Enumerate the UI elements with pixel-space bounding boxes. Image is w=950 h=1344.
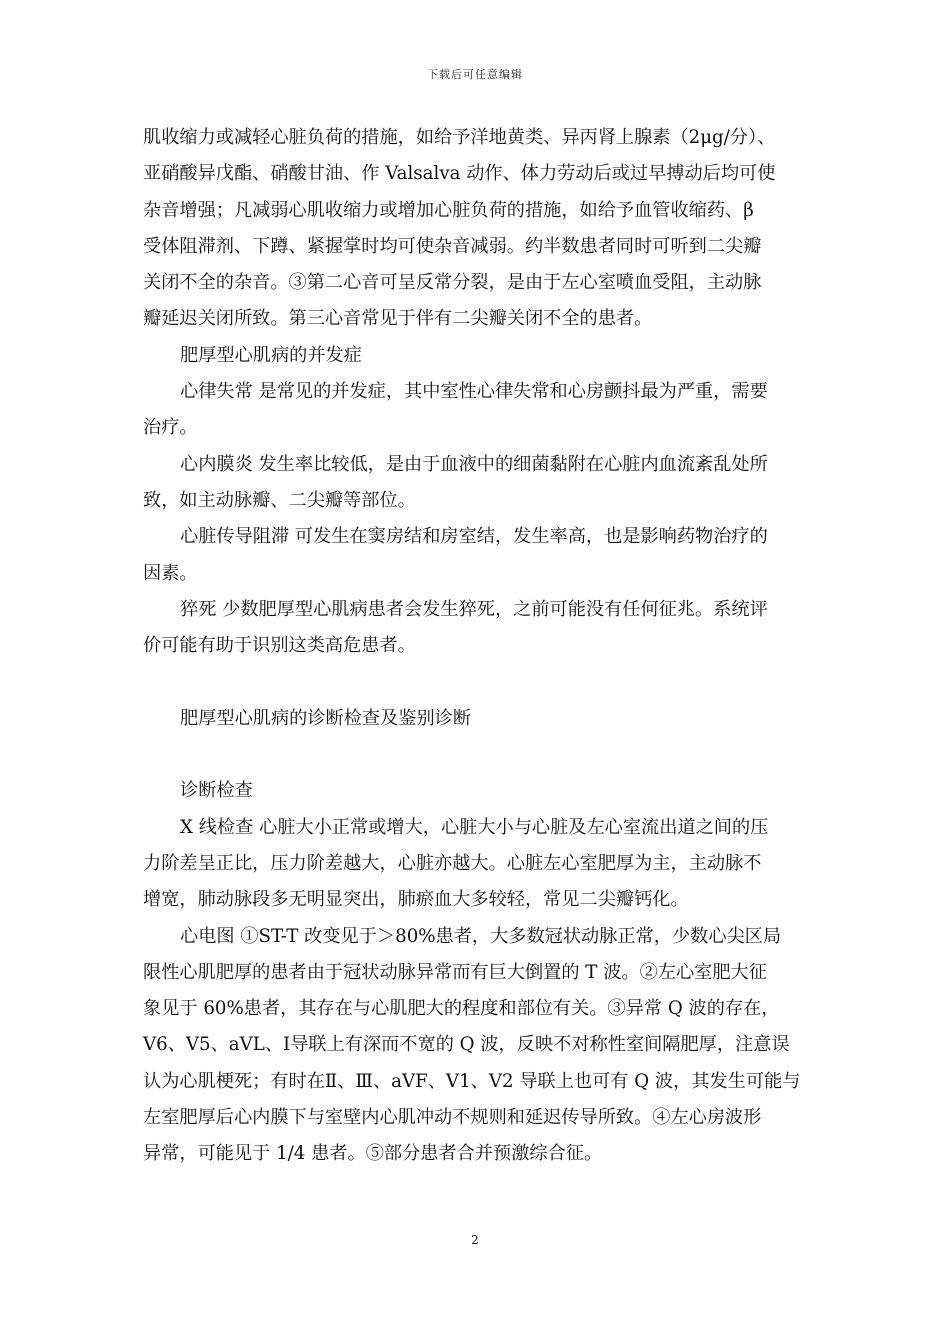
text-line: 受体阻滞剂、下蹲、紧握掌时均可使杂音减弱。约半数患者同时可听到二尖瓣 bbox=[143, 235, 762, 257]
text-line: 肌收缩力或减轻心脏负荷的措施，如给予洋地黄类、异丙肾上腺素（2μg/分）、 bbox=[143, 127, 776, 148]
document-body bbox=[143, 120, 815, 1173]
text-line: 增宽，肺动脉段多无明显突出，肺瘀血大多较轻，常见二尖瓣钙化。 bbox=[143, 889, 689, 911]
text-line: 心律失常 是常见的并发症，其中室性心律失常和心房颤抖最为严重，需要 bbox=[180, 381, 768, 403]
text-line: 异常，可能见于 1/4 患者。⑤部分患者合并预激综合征。 bbox=[143, 1143, 603, 1165]
text-line: 左室肥厚后心内膜下与室壁内心肌冲动不规则和延迟传导所致。④左心房波形 bbox=[143, 1107, 762, 1129]
text-line: X 线检查 心脏大小正常或增大，心脏大小与心脏及左心室流出道之间的压 bbox=[180, 816, 769, 838]
text-line: 瓣延迟关闭所致。第三心音常见于伴有二尖瓣关闭不全的患者。 bbox=[143, 308, 653, 330]
text-line: 心电图 ①ST-T 改变见于＞80%患者，大多数冠状动脉正常，少数心尖区局 bbox=[180, 925, 782, 947]
section-heading: 肥厚型心肌病的诊断检查及鉴别诊断 bbox=[180, 707, 472, 729]
text-line: 因素。 bbox=[143, 562, 198, 584]
text-line: 亚硝酸异戊酯、硝酸甘油、作 Valsalva 动作、体力劳动后或过早搏动后均可使 bbox=[143, 163, 776, 185]
text-line: 力阶差呈正比，压力阶差越大，心脏亦越大。心脏左心室肥厚为主，主动脉不 bbox=[143, 852, 762, 874]
text-line: 限性心肌肥厚的患者由于冠状动脉异常而有巨大倒置的 T 波。②左心室肥大征 bbox=[143, 961, 767, 983]
text-line: 杂音增强；凡减弱心肌收缩力或增加心脏负荷的措施，如给予血管收缩药、β bbox=[143, 199, 754, 221]
text-line: V6、V5、aVL、Ⅰ导联上有深而不宽的 Q 波，反映不对称性室间隔肥厚，注意误 bbox=[143, 1034, 790, 1056]
text-line: 价可能有助于识别这类高危患者。 bbox=[143, 635, 416, 657]
blank-line bbox=[143, 737, 815, 773]
subsection-heading: 诊断检查 bbox=[180, 780, 253, 802]
blank-line bbox=[143, 664, 815, 700]
text-line: 治疗。 bbox=[143, 417, 198, 439]
text-line: 心内膜炎 发生率比较低，是由于血液中的细菌黏附在心脏内血流紊乱处所 bbox=[180, 453, 768, 475]
text-line: 致，如主动脉瓣、二尖瓣等部位。 bbox=[143, 489, 416, 511]
text-line: 关闭不全的杂音。③第二心音可呈反常分裂，是由于左心室喷血受阻，主动脉 bbox=[143, 272, 762, 294]
section-heading: 肥厚型心肌病的并发症 bbox=[180, 344, 362, 366]
text-line: 心脏传导阻滞 可发生在窦房结和房室结，发生率高，也是影响药物治疗的 bbox=[180, 526, 768, 548]
text-line: 象见于 60%患者，其存在与心肌肥大的程度和部位有关。③异常 Q 波的存在， bbox=[143, 998, 780, 1020]
page-number: 2 bbox=[471, 1233, 479, 1247]
text-line: 认为心肌梗死；有时在Ⅱ、Ⅲ、aVF、V1、V2 导联上也可有 Q 波，其发生可能与 bbox=[143, 1070, 801, 1092]
page-header: 下载后可任意编辑 bbox=[427, 68, 523, 81]
text-line: 猝死 少数肥厚型心肌病患者会发生猝死，之前可能没有任何征兆。系统评 bbox=[180, 598, 768, 620]
